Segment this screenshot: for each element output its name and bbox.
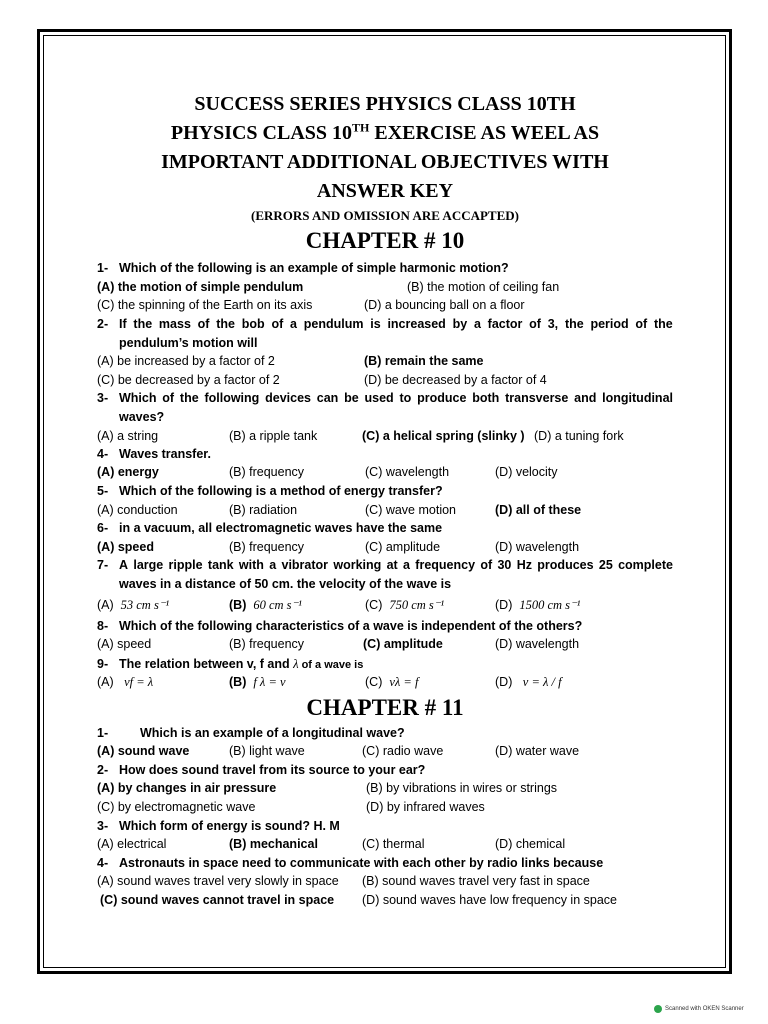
option-value: f λ = v: [253, 675, 286, 689]
option-value: vλ = f: [389, 675, 419, 689]
word: 3,: [547, 317, 559, 331]
question-text: Which of the following is a method of energy transfer?: [119, 484, 443, 498]
option-a: (A) speed: [97, 637, 152, 651]
question-number: 4-: [97, 447, 109, 461]
option-a: (A) the motion of simple pendulum: [97, 280, 304, 294]
word: of: [480, 558, 493, 572]
option-b: (B) frequency: [229, 540, 305, 554]
word: A: [119, 558, 129, 572]
question-text: in a vacuum, all electromagnetic waves have the same: [119, 521, 443, 535]
word: factor: [487, 317, 523, 331]
word: complete: [618, 558, 673, 572]
word: period: [590, 317, 629, 331]
question-5: [97, 484, 443, 498]
word: at: [386, 558, 398, 572]
option-a: (A) sound waves travel very slowly in space: [97, 874, 339, 888]
question-text: Which is an example of a longitudinal wave?: [140, 726, 405, 740]
question-text: How does sound travel from its source to your ear?: [119, 763, 426, 777]
option-b: [229, 597, 302, 613]
question-2-cont: pendulum’s motion will: [119, 336, 258, 350]
lambda-symbol: λ: [293, 657, 299, 671]
question-number: 1-: [97, 261, 109, 275]
question-text-b: of a wave is: [298, 659, 364, 671]
ch11-question-4: [97, 856, 603, 870]
option-b: (B) by vibrations in wires or strings: [366, 781, 558, 795]
word: following: [204, 391, 260, 405]
word: a: [269, 558, 277, 572]
option-value: v = λ / f: [522, 675, 562, 689]
option-label: (B): [229, 598, 247, 612]
option-b: (B) frequency: [229, 465, 305, 479]
option-b: (B) mechanical: [229, 837, 318, 851]
word: longitudinal: [602, 391, 673, 405]
option-d: (D) water wave: [495, 744, 580, 758]
option-d: (D) a bouncing ball on a floor: [364, 298, 525, 312]
chapter-11-title: CHAPTER # 11: [306, 695, 464, 720]
word: the: [564, 317, 584, 331]
option-d: (D) chemical: [495, 837, 566, 851]
option-a: (A) by changes in air pressure: [97, 781, 277, 795]
question-text: Waves transfer.: [119, 447, 211, 461]
word: vibrator: [281, 558, 329, 572]
option-c: (C) thermal: [362, 837, 425, 851]
word: produces: [537, 558, 594, 572]
question-number: 1-: [97, 726, 109, 740]
question-number: 3-: [97, 391, 109, 405]
question-1: [97, 261, 509, 275]
ch11-question-3: [97, 819, 340, 833]
errors-note: (ERRORS AND OMISSION ARE ACCAPTED): [251, 208, 519, 223]
word: of: [635, 317, 648, 331]
word: with: [238, 558, 264, 572]
option-c: (C) sound waves cannot travel in space: [100, 893, 335, 907]
option-label: (D): [495, 675, 513, 689]
word: by: [452, 317, 468, 331]
oken-scanner-logo-icon: [654, 1005, 662, 1013]
question-number: 4-: [97, 856, 109, 870]
chapter-10-title: CHAPTER # 10: [305, 228, 465, 253]
question-number: 8-: [97, 619, 109, 633]
question-text: Which of the following characteristics of a wave is independent of the others?: [119, 619, 583, 633]
option-d: (D) sound waves have low frequency in space: [362, 893, 617, 907]
option-value: 60 cm s⁻¹: [253, 598, 302, 612]
option-c: (C) amplitude: [365, 540, 441, 554]
option-d: [495, 597, 580, 613]
word: mass: [158, 317, 191, 331]
word: large: [133, 558, 164, 572]
title-line-2: [60, 122, 710, 145]
question-text: [119, 391, 673, 405]
option-label: (A): [97, 675, 114, 689]
option-d: (D) be decreased by a factor of 4: [364, 373, 547, 387]
question-3: [97, 391, 673, 405]
option-label: (B): [229, 675, 247, 689]
word: If: [119, 317, 127, 331]
option-b: (B) light wave: [229, 744, 305, 758]
option-a: [97, 675, 153, 690]
option-b: [229, 675, 286, 690]
option-a: (A) conduction: [97, 503, 178, 517]
option-b: (B) frequency: [229, 637, 305, 651]
option-b: (B) the motion of ceiling fan: [407, 280, 560, 294]
title-line-2-sup: TH: [352, 120, 370, 135]
option-b: (B) a ripple tank: [229, 429, 318, 443]
word: the: [216, 317, 235, 331]
word: both: [472, 391, 500, 405]
option-label: (A): [97, 598, 114, 612]
word: a: [403, 558, 410, 572]
word: tank: [207, 558, 234, 572]
question-number: 6-: [97, 521, 109, 535]
question-8: [97, 619, 582, 633]
option-c: (C) amplitude: [363, 637, 443, 651]
question-number: 2-: [97, 763, 109, 777]
ch11-question-1: [97, 726, 405, 740]
word: the: [654, 317, 673, 331]
word: Hz: [516, 558, 532, 572]
question-2: [97, 317, 673, 331]
option-c: (C) by electromagnetic wave: [97, 800, 256, 814]
option-a: (A) electrical: [97, 837, 167, 851]
option-label: (C): [365, 675, 383, 689]
option-d: (D) wavelength: [495, 540, 580, 554]
question-text: Which form of energy is sound? H. M: [119, 819, 340, 833]
option-c: (C) radio wave: [362, 744, 444, 758]
option-b: (B) sound waves travel very fast in space: [362, 874, 590, 888]
option-value: 750 cm s⁻¹: [389, 598, 445, 612]
word: is: [370, 317, 381, 331]
word: increased: [387, 317, 446, 331]
title-line-3: IMPORTANT ADDITIONAL OBJECTIVES WITH: [161, 151, 609, 173]
option-a: (A) be increased by a factor of 2: [97, 354, 275, 368]
title-line-2-b: EXERCISE AS WEEL AS: [369, 122, 600, 144]
word: and: [574, 391, 597, 405]
option-a: (A) sound wave: [97, 744, 190, 758]
option-c: (C) a helical spring (slinky ): [362, 429, 525, 443]
option-a: [97, 597, 169, 613]
word: the: [179, 391, 199, 405]
option-d: [495, 675, 562, 690]
word: 25: [598, 558, 613, 572]
title-line-2-a: PHYSICS CLASS 10: [170, 122, 353, 144]
word: pendulum: [303, 317, 364, 331]
question-6: [97, 521, 442, 535]
option-d: (D) velocity: [495, 465, 558, 479]
option-a: (A) a string: [97, 429, 159, 443]
option-d: (D) a tuning fork: [534, 429, 624, 443]
word: the: [133, 317, 153, 331]
question-number: 5-: [97, 484, 109, 498]
word: working: [333, 558, 382, 572]
question-number: 7-: [97, 558, 109, 572]
word: devices: [265, 391, 311, 405]
word: to: [399, 391, 412, 405]
option-d: (D) wavelength: [495, 637, 580, 651]
option-c: (C) wave motion: [365, 503, 456, 517]
option-c: (C) be decreased by a factor of 2: [97, 373, 280, 387]
option-d: (D) by infrared waves: [366, 800, 485, 814]
question-text: [119, 317, 673, 331]
title-line-1: SUCCESS SERIES PHYSICS CLASS 10TH: [194, 93, 576, 115]
option-d: (D) all of these: [495, 503, 582, 517]
word: a: [290, 317, 297, 331]
option-c: (C) wavelength: [365, 465, 450, 479]
option-label: (C): [365, 598, 383, 612]
question-text: Astronauts in space need to communicate with each other by radio links because: [119, 856, 604, 870]
question-text: [119, 558, 673, 572]
word: ripple: [168, 558, 203, 572]
question-7-cont: waves in a distance of 50 cm. the velocity of the wave is: [119, 577, 452, 591]
word: of: [197, 317, 210, 331]
option-c: [365, 597, 444, 613]
option-value: 1500 cm s⁻¹: [519, 598, 581, 612]
word: Which: [119, 391, 157, 405]
option-a: (A) energy: [97, 465, 159, 479]
word: used: [364, 391, 394, 405]
word: a: [473, 317, 481, 331]
word: bob: [241, 317, 265, 331]
question-number: 2-: [97, 317, 109, 331]
question-3-cont: waves?: [119, 410, 165, 424]
question-text: Which of the following is an example of simple harmonic motion?: [119, 261, 509, 275]
word: 30: [497, 558, 512, 572]
question-number: 3-: [97, 819, 109, 833]
word: of: [529, 317, 541, 331]
question-number: 9-: [97, 657, 109, 671]
word: be: [344, 391, 359, 405]
word: of: [271, 317, 284, 331]
title-line-4: ANSWER KEY: [316, 180, 454, 202]
word: of: [162, 391, 175, 405]
question-text-a: The relation between v, f and: [119, 657, 294, 671]
word: can: [316, 391, 339, 405]
question-7: [97, 558, 673, 572]
scanner-watermark: Scanned with OKEN Scanner: [665, 1006, 744, 1012]
ch11-question-2: [97, 763, 425, 777]
option-c: [365, 675, 418, 690]
word: transverse: [505, 391, 569, 405]
option-c: (C) the spinning of the Earth on its axis: [97, 298, 313, 312]
option-label: (D): [495, 598, 513, 612]
question-9: [97, 657, 363, 672]
question-4: [97, 447, 211, 461]
option-b: (B) remain the same: [364, 354, 484, 368]
option-b: (B) radiation: [229, 503, 298, 517]
option-value: vf = λ: [124, 675, 154, 689]
option-a: (A) speed: [97, 540, 154, 554]
word: frequency: [415, 558, 476, 572]
word: produce: [417, 391, 467, 405]
option-value: 53 cm s⁻¹: [120, 598, 170, 612]
